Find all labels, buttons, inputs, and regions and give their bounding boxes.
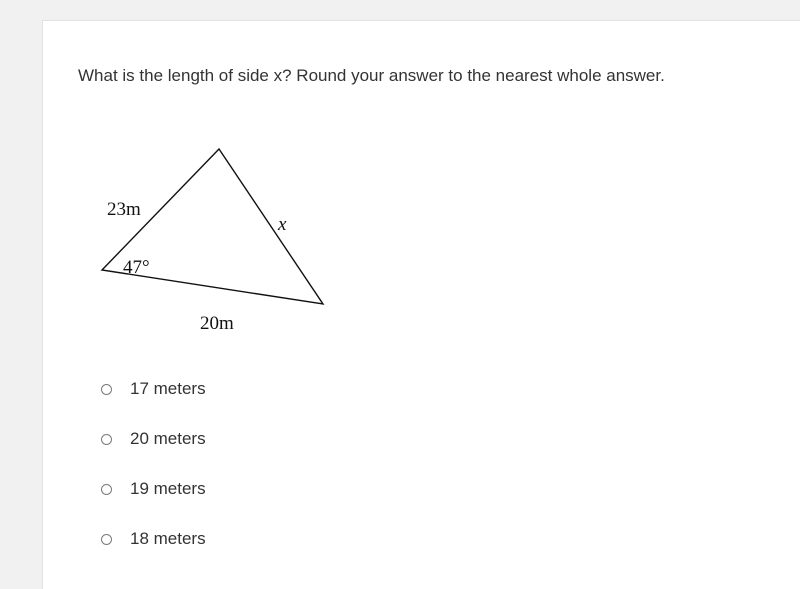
- option-label: 18 meters: [130, 529, 206, 548]
- triangle-shape: [102, 149, 323, 304]
- side-right-label: x: [278, 214, 287, 235]
- option-18-meters[interactable]: [101, 527, 206, 551]
- radio-button[interactable]: [101, 534, 112, 545]
- side-bottom-label: 20m: [200, 313, 234, 334]
- option-19-meters[interactable]: [101, 477, 206, 501]
- question-card: [42, 20, 800, 589]
- angle-label: 47°: [123, 257, 150, 278]
- option-label: 19 meters: [130, 479, 206, 498]
- answer-options: [101, 377, 206, 577]
- option-label: 17 meters: [130, 379, 206, 398]
- side-left-label: 23m: [107, 199, 141, 220]
- triangle-diagram: [93, 131, 393, 341]
- option-17-meters[interactable]: [101, 377, 206, 401]
- radio-button[interactable]: [101, 434, 112, 445]
- question-text: What is the length of side x? Round your answer to the nearest whole answer.: [78, 66, 665, 85]
- radio-button[interactable]: [101, 484, 112, 495]
- option-20-meters[interactable]: [101, 427, 206, 451]
- radio-button[interactable]: [101, 384, 112, 395]
- option-label: 20 meters: [130, 429, 206, 448]
- triangle-figure: [93, 131, 393, 341]
